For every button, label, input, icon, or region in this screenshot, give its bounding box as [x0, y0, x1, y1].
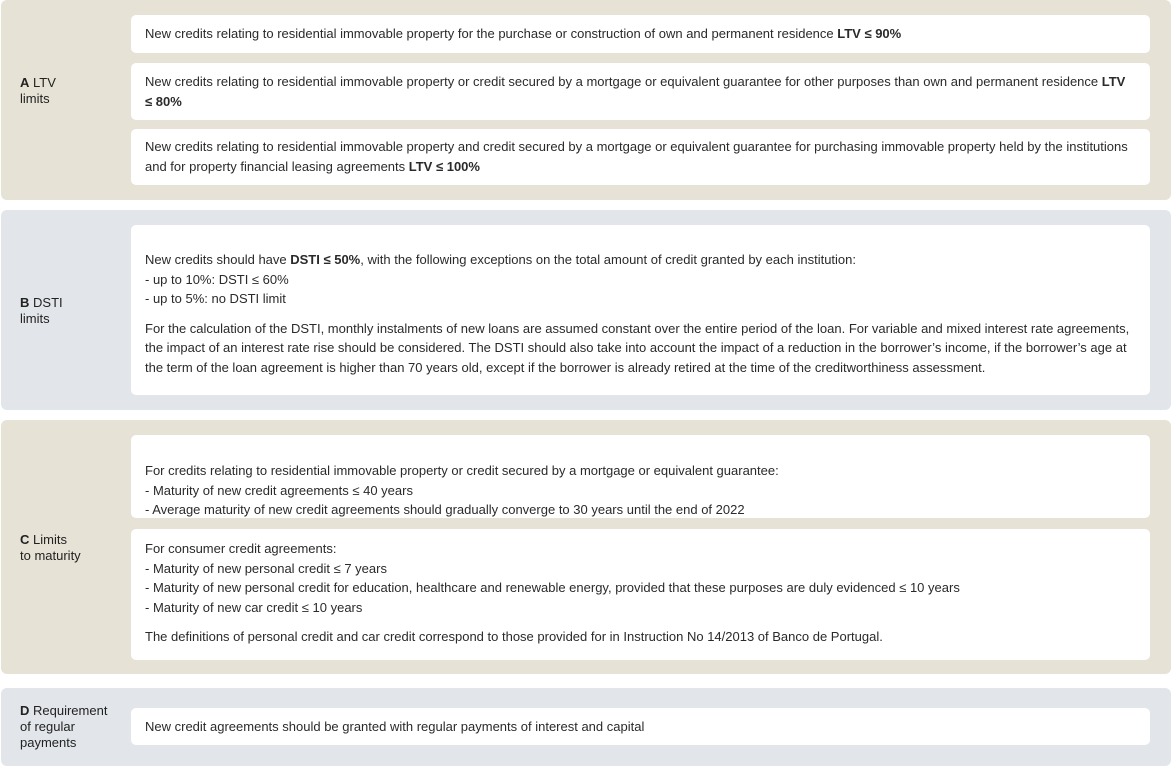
section-d-letter: D: [20, 703, 30, 718]
section-d-title-2: of regular: [20, 719, 75, 734]
ltv-limit-value: LTV ≤ 90%: [837, 26, 902, 41]
maturity-consumer-line-3: - Maturity of new car credit ≤ 10 years: [145, 599, 363, 615]
section-b-title-2: limits: [20, 311, 50, 326]
dsti-intro: [145, 250, 1136, 270]
maturity-card-housing: [131, 435, 1150, 518]
ltv-card-other-purposes: [131, 63, 1150, 120]
dsti-intro-pre: New credits should have: [145, 252, 291, 267]
section-b-title-1: DSTI: [33, 295, 63, 310]
maturity-housing-intro: For credits relating to residential immovable property or credit secured by a mortgage or equivalent guarantee:: [145, 463, 779, 478]
section-d-label: [20, 703, 107, 751]
section-b-letter: B: [20, 295, 30, 310]
section-d-regular-payments: [1, 688, 1171, 766]
dsti-limit-value: DSTI ≤ 50%: [290, 252, 361, 267]
dsti-intro-post: , with the following exceptions on the total amount of credit granted by each institution:: [360, 252, 856, 267]
section-a-title-1: LTV: [33, 75, 56, 90]
section-a-title-2: limits: [20, 91, 50, 106]
ltv-limit-value: LTV ≤ 80%: [145, 74, 1126, 109]
section-c-maturity-limits: [1, 420, 1171, 674]
maturity-consumer-intro: For consumer credit agreements:: [145, 541, 337, 556]
regular-payments-card: [131, 708, 1150, 745]
dsti-card: [131, 225, 1150, 395]
maturity-housing-line-1: - Maturity of new credit agreements ≤ 40 years: [145, 482, 413, 498]
section-c-title-2: to maturity: [20, 548, 81, 563]
ltv-card-text: New credits relating to residential immovable property for the purchase or construction of own and permanent residence: [145, 26, 838, 41]
maturity-consumer-line-1: - Maturity of new personal credit ≤ 7 years: [145, 560, 387, 576]
ltv-card-text: New credits relating to residential immovable property and credit secured by a mortgage or equivalent guarantee for purchasing immovable property held by the institutions and for property financial leasing agreements: [145, 139, 1128, 174]
section-a-label: [20, 75, 56, 107]
section-d-title-3: payments: [20, 735, 77, 750]
section-b-label: [20, 295, 63, 327]
dsti-exception-1: - up to 10%: DSTI ≤ 60%: [145, 271, 289, 287]
ltv-card-text: New credits relating to residential immovable property or credit secured by a mortgage or equivalent guarantee for other purposes than own and permanent residence: [145, 74, 1102, 89]
maturity-card-consumer: [131, 529, 1150, 660]
maturity-consumer-line-2: - Maturity of new personal credit for education, healthcare and renewable energy, provided that these purposes are duly evidenced ≤ 10 years: [145, 580, 960, 595]
section-b-dsti-limits: [1, 210, 1171, 410]
dsti-exception-2: - up to 5%: no DSTI limit: [145, 291, 286, 306]
regular-payments-text: New credit agreements should be granted with regular payments of interest and capital: [145, 719, 645, 734]
section-d-title-1: Requirement: [33, 703, 108, 718]
section-c-letter: C: [20, 532, 30, 547]
ltv-limit-value: LTV ≤ 100%: [408, 158, 480, 174]
section-c-title-1: Limits: [33, 532, 67, 547]
dsti-calculation-note: For the calculation of the DSTI, monthly instalments of new loans are assumed constant over the entire period of the loan. For variable and mixed interest rate agreements, the impact of an interest rate rise should be considered. The DSTI should also take into account the impact of a reduction in the borrower’s income, if the borrower’s age at the term of the loan agreement is higher than 70 years old, except if the borrower is already retired at the time of the creditworthiness assessment.: [145, 320, 1130, 375]
ltv-card-institution-property: [131, 129, 1150, 185]
maturity-definitions-note: The definitions of personal credit and car credit correspond to those provided for in Instruction No 14/2013 of Banco de Portugal.: [145, 629, 883, 644]
ltv-card-own-residence: [131, 15, 1150, 53]
section-c-label: [20, 532, 81, 564]
section-a-ltv-limits: [1, 0, 1171, 200]
maturity-housing-line-2: - Average maturity of new credit agreements should gradually converge to 30 years until the end of 2022: [145, 502, 745, 517]
section-a-letter: A: [20, 75, 30, 90]
